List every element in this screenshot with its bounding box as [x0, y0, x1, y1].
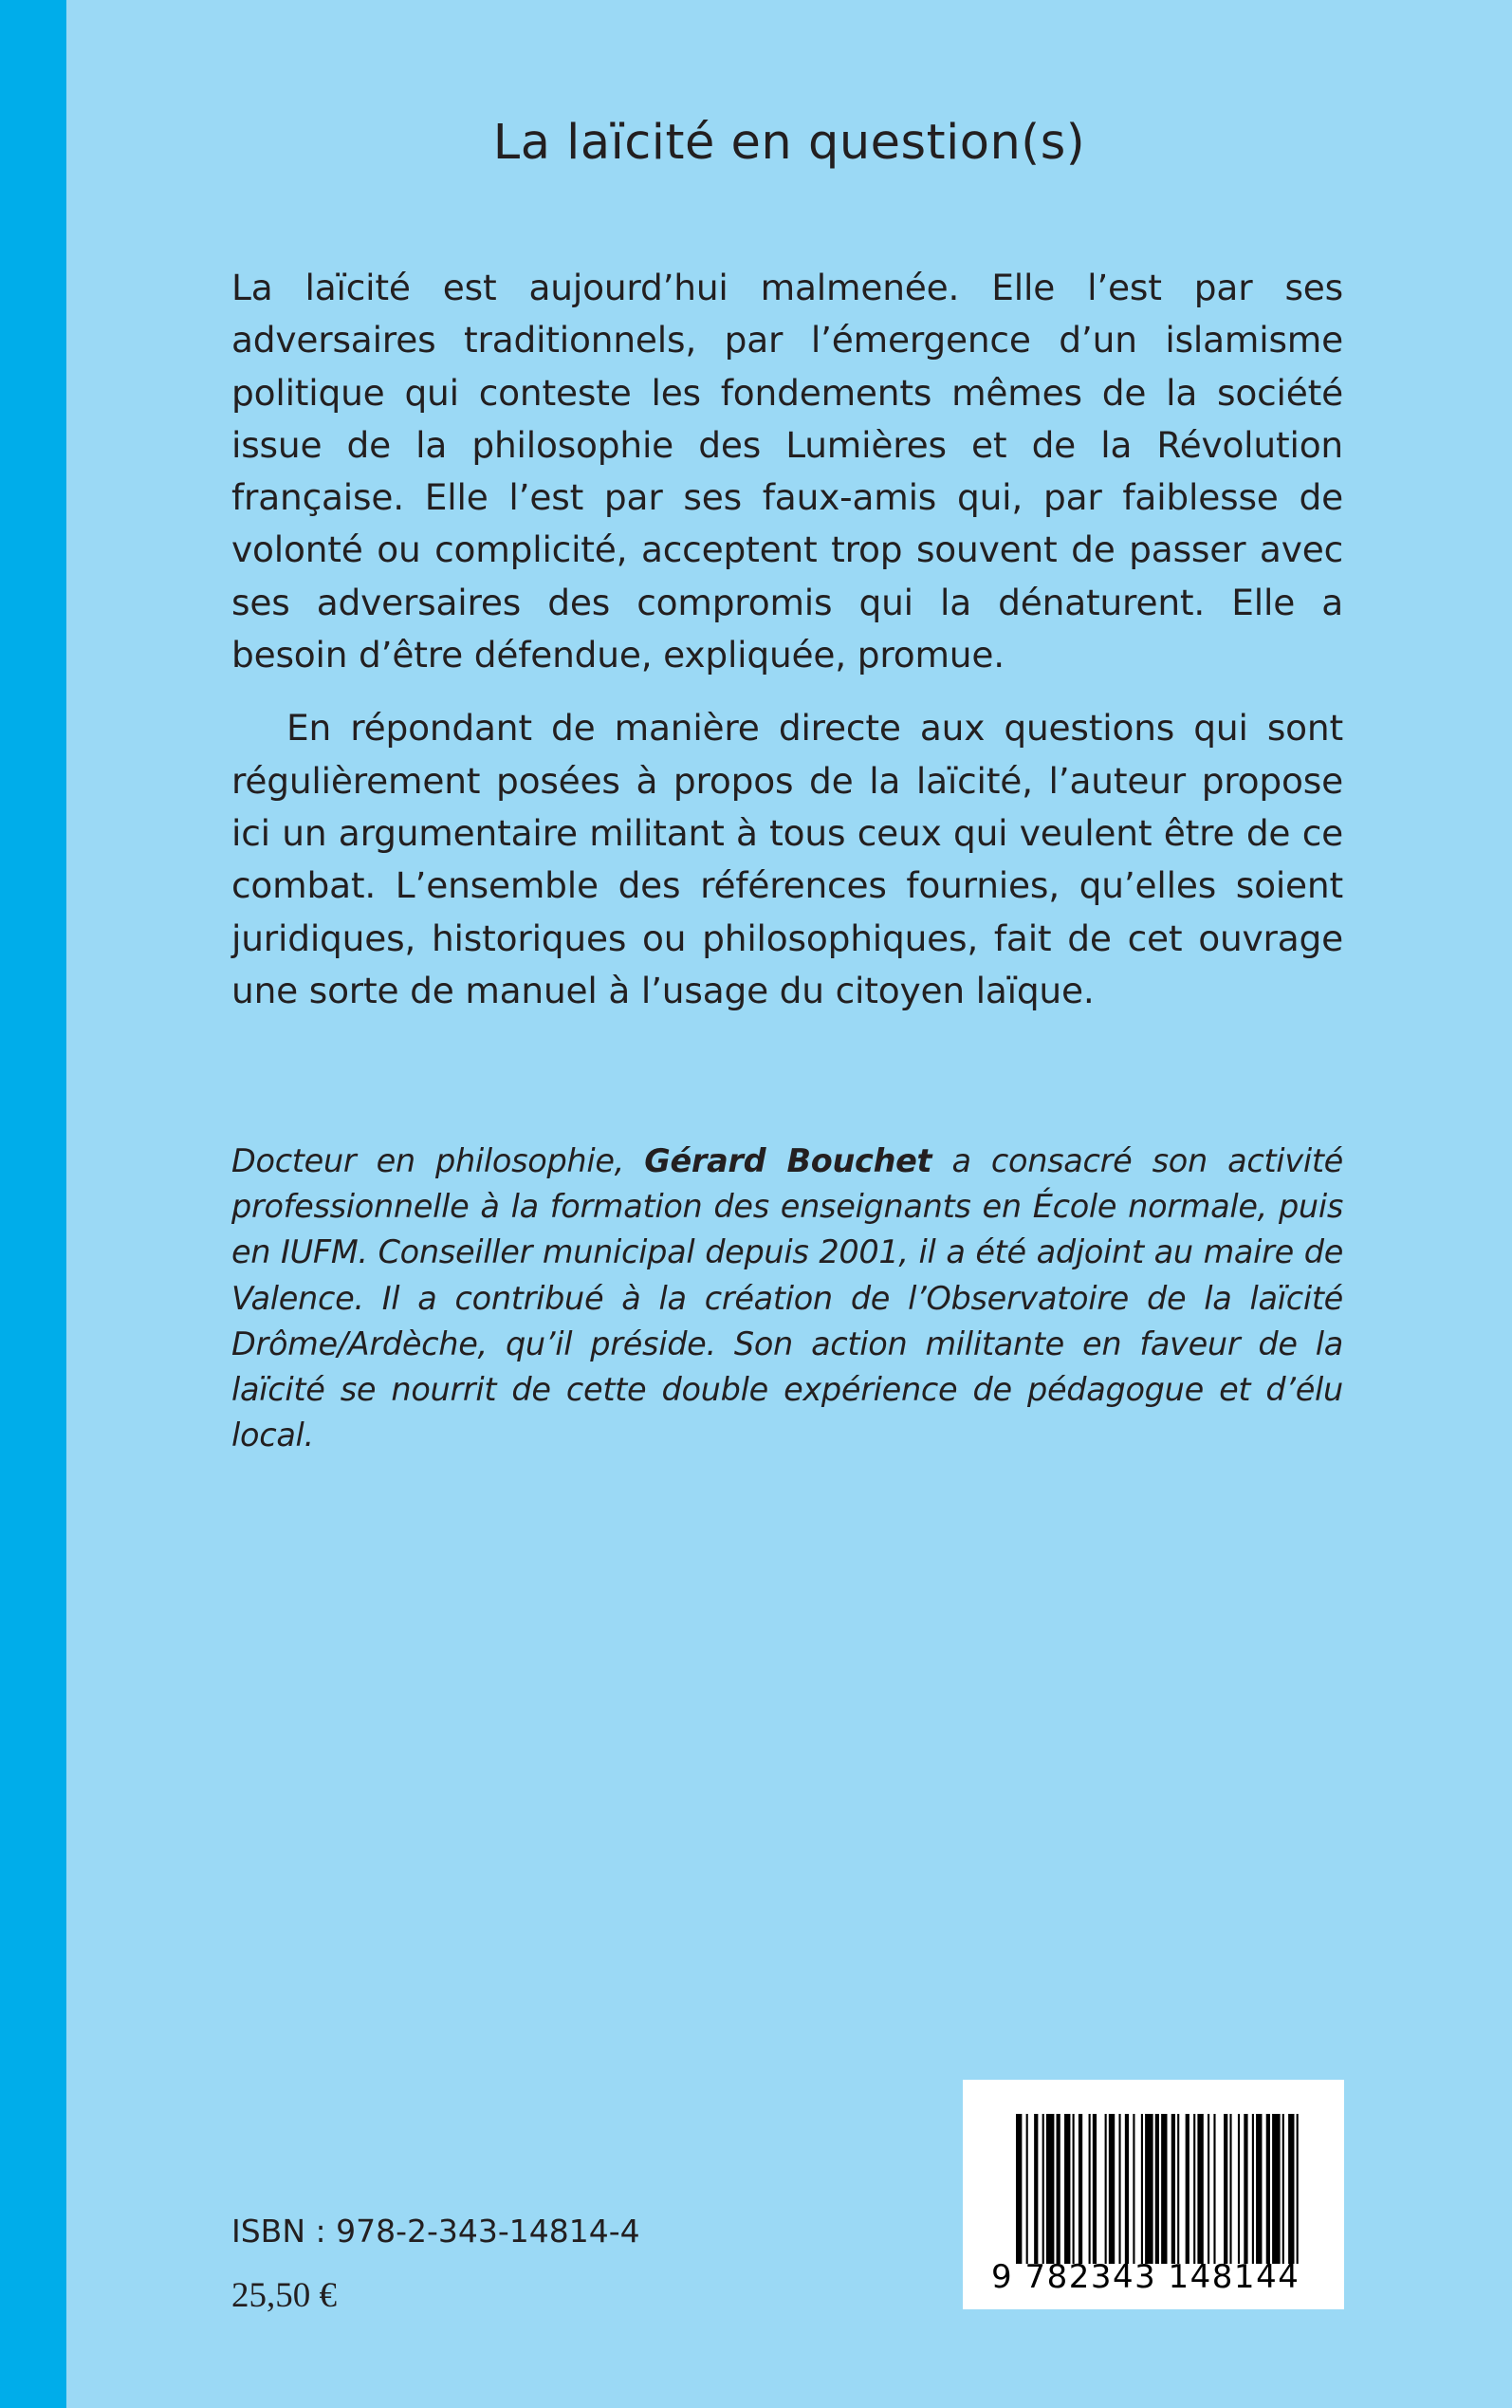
barcode-panel — [963, 2080, 1344, 2309]
summary-paragraph-1: La laïcité est aujourd’hui malmenée. Elle l’est par ses adversaires traditionnels, par l’émergence d’un islamisme politique qui conteste les fondements mêmes de la société issue de la philosophie des Lumières et de la Révolution française. Elle l’est par ses faux-amis qui, par faiblesse de volonté ou complicité, acceptent trop souvent de passer avec ses adversaires des compromis qui la dénaturent. Elle a besoin d’être défendue, expliquée, promue. — [231, 267, 1343, 676]
spine-color-strip — [0, 0, 66, 2408]
barcode-icon — [1016, 2114, 1302, 2264]
author-bio — [231, 1139, 1343, 1458]
book-title: La laïcité en question(s) — [492, 115, 1086, 171]
barcode-digits: 9 782343 148144 — [991, 2258, 1300, 2296]
bio-intro: Docteur en philosophie, — [231, 1142, 645, 1179]
bio-text: a consacré son activité professionnelle à la formation des enseignants en École normale, puis en IUFM. Conseiller municipal depuis 2001, il a été adjoint au maire de Valence. Il a contribué à la création de l’Observatoire de la laïcité Drôme/Ardèche, qu’il préside. Son action militante en faveur de la laïcité se nourrit de cette double expérience de pédagogue et d’élu local. — [231, 1142, 1343, 1454]
book-summary — [231, 262, 1343, 1017]
author-name: Gérard Bouchet — [644, 1142, 932, 1179]
summary-paragraph-2: En répondant de manière directe aux questions qui sont régulièrement posées à propos de la laïcité, l’auteur propose ici un argumentaire militant à tous ceux qui veulent être de ce combat. L’ensemble des références fournies, qu’elles soient juridiques, historiques ou philosophiques, fait de cet ouvrage une sorte de manuel à l’usage du citoyen laïque. — [231, 707, 1343, 1011]
price-label: 25,50 € — [231, 2276, 337, 2315]
isbn-label: ISBN : 978-2-343-14814-4 — [231, 2213, 640, 2250]
